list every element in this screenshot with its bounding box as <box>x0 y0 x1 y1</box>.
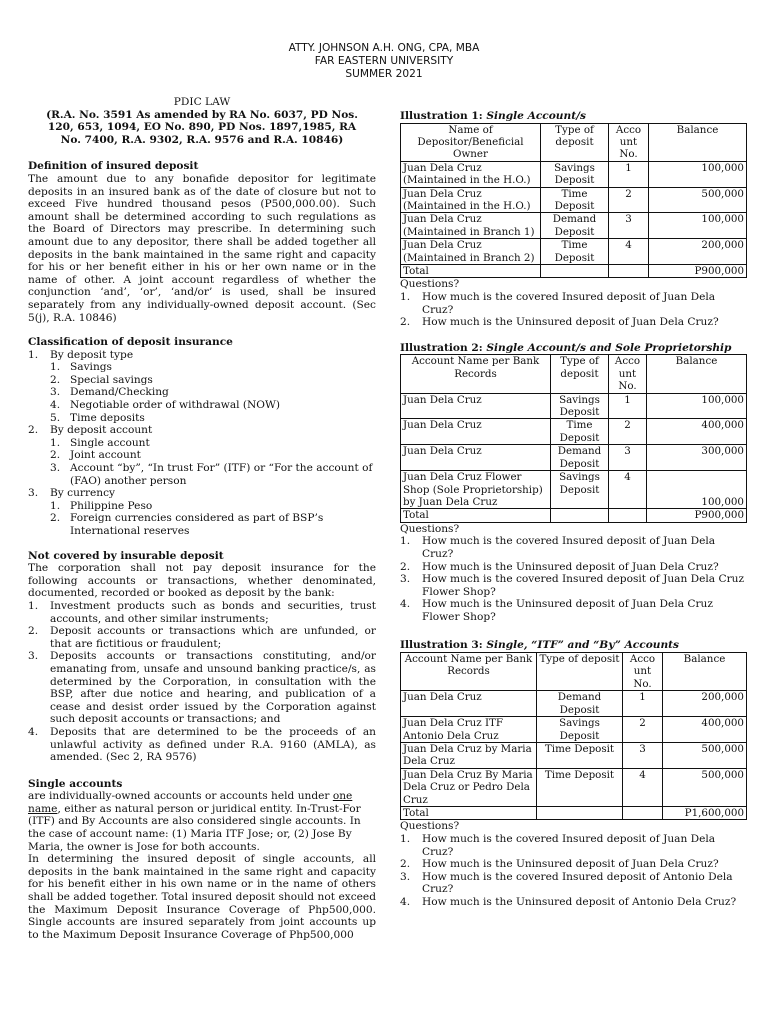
table-cell-empty <box>609 265 649 278</box>
question-item <box>400 896 746 909</box>
table-cell: Savings Deposit <box>551 393 609 419</box>
table-cell: 4 <box>609 471 647 509</box>
illustration-1-table <box>400 123 747 279</box>
classification-subitem <box>28 386 376 399</box>
table-cell: 100,000 <box>649 161 747 187</box>
classification-item <box>28 487 376 500</box>
table-cell: 200,000 <box>663 691 747 717</box>
table-cell: Demand Deposit <box>551 445 609 471</box>
single-text-a: are individually-owned accounts or accounts held under <box>28 790 333 803</box>
question-number: 1. <box>400 291 411 304</box>
question-item <box>400 316 746 329</box>
not-covered-heading: Not covered by insurable deposit <box>28 549 224 562</box>
not-covered-list <box>28 600 376 764</box>
item-label: By currency <box>50 487 116 500</box>
table-cell: 400,000 <box>647 419 747 445</box>
table-cell-empty <box>541 265 609 278</box>
classification-subitem <box>28 512 376 537</box>
question-item <box>400 535 746 560</box>
item-number: 3. <box>28 650 39 663</box>
question-number: 2. <box>400 316 411 329</box>
single-accounts-heading: Single accounts <box>28 777 123 790</box>
table-row <box>401 239 747 265</box>
table-cell: 100,000 <box>647 471 747 509</box>
question-item <box>400 598 746 623</box>
subitem-label: Foreign currencies considered as part of BSP’s International reserves <box>70 512 324 537</box>
left-column <box>28 96 376 941</box>
law-title: PDIC LAW <box>173 96 231 108</box>
item-label: Deposit accounts or transactions which are unfunded, or that are fictitious or fraudulent; <box>50 625 376 650</box>
subitem-label: Time deposits <box>70 411 145 424</box>
single-text-c: , either as natural person or juridical entity. In-Trust-For (ITF) and By Accounts are also considered single accounts. In the case of account name: (1) Maria ITF Jose; or, (2) Jose By Maria, the owner is Jose for both accounts. <box>28 802 361 853</box>
table-cell: 100,000 <box>647 393 747 419</box>
table-row <box>401 471 747 509</box>
single-accounts-text <box>28 790 376 853</box>
total-row <box>401 509 747 522</box>
table-cell: 500,000 <box>663 742 747 768</box>
table-cell: 2 <box>609 419 647 445</box>
subitem-label: Savings <box>70 361 112 374</box>
table-row <box>401 768 747 806</box>
table-cell-empty <box>609 509 647 522</box>
table-cell: 300,000 <box>647 445 747 471</box>
total-label: Total <box>401 806 537 819</box>
table-row <box>401 393 747 419</box>
table-cell: Demand Deposit <box>541 213 609 239</box>
item-number: 2. <box>28 424 39 437</box>
right-column <box>400 110 746 909</box>
table-cell: Savings Deposit <box>537 717 623 743</box>
single-accounts-text-2: In determining the insured deposit of single accounts, all deposits in the bank maintained in the same right and capacity for his benefit either in his own name or in the name of others shall be added together. Total insured deposit should not exceed the Maximum Deposit Insurance Coverage of Php500,000. Single accounts are insured separately from joint accounts up to the Maximum Deposit Insurance Coverage of Php500,000 <box>28 853 376 941</box>
classification-subitem <box>28 374 376 387</box>
table-cell-empty <box>551 509 609 522</box>
question-item <box>400 858 746 871</box>
not-covered-item <box>28 600 376 625</box>
question-text: How much is the covered Insured deposit of Juan Dela Cruz? <box>422 832 716 858</box>
illustration-3-table <box>400 652 747 820</box>
question-number: 1. <box>400 535 411 548</box>
column-header: Balance <box>649 123 747 161</box>
table-cell-empty <box>623 806 663 819</box>
question-text: How much is the Uninsured deposit of Juan Dela Cruz? <box>422 858 719 871</box>
subitem-number: 3. <box>50 462 61 475</box>
total-label: Total <box>401 509 551 522</box>
illustration-2-table <box>400 354 747 522</box>
illustration-3-heading <box>400 639 746 652</box>
table-cell: 3 <box>609 213 649 239</box>
illustration-1-title: Single Account/s <box>486 110 586 122</box>
question-number: 2. <box>400 560 411 573</box>
subitem-number: 2. <box>50 449 61 462</box>
not-covered-item <box>28 650 376 726</box>
table-cell: 3 <box>609 445 647 471</box>
table-cell: Time Deposit <box>537 768 623 806</box>
not-covered-item <box>28 726 376 764</box>
classification-subitem <box>28 361 376 374</box>
classification-subitem <box>28 449 376 462</box>
subitem-number: 4. <box>50 399 61 412</box>
table-row <box>401 161 747 187</box>
subitem-number: 1. <box>50 499 61 512</box>
column-header: Acco unt No. <box>609 123 649 161</box>
table-cell: Juan Dela Cruz <box>401 393 551 419</box>
column-header: Acco unt No. <box>609 355 647 393</box>
question-number: 3. <box>400 870 411 883</box>
illustration-2-questions-label: Questions? <box>400 522 460 535</box>
classification-subitem <box>28 500 376 513</box>
item-label: Investment products such as bonds and securities, trust accounts, and other similar instruments; <box>50 599 376 625</box>
question-text: How much is the covered Insured deposit of Antonio Dela Cruz? <box>422 870 733 896</box>
table-row <box>401 742 747 768</box>
subitem-number: 3. <box>50 386 61 399</box>
total-value: P1,600,000 <box>663 806 747 819</box>
illustration-1-heading <box>400 110 746 123</box>
table-cell: 2 <box>609 187 649 213</box>
illustration-1-label: Illustration 1: <box>400 110 483 122</box>
subitem-number: 2. <box>50 373 61 386</box>
single-text-underline: one name <box>28 790 353 815</box>
term-line: SUMMER 2021 <box>345 68 423 80</box>
subitem-number: 1. <box>50 361 61 374</box>
table-cell: Juan Dela Cruz (Maintained in Branch 2) <box>401 239 541 265</box>
table-cell: 2 <box>623 717 663 743</box>
author-line: ATTY. JOHNSON A.H. ONG, CPA, MBA <box>288 42 480 54</box>
table-cell: 1 <box>623 691 663 717</box>
table-row <box>401 213 747 239</box>
illustration-2-title: Single Account/s and Sole Proprietorship <box>486 341 732 354</box>
illustration-3-questions-label: Questions? <box>400 820 460 833</box>
not-covered-item <box>28 625 376 650</box>
total-row <box>401 265 747 278</box>
column-header: Acco unt No. <box>623 653 663 691</box>
law-subtitle: (R.A. No. 3591 As amended by RA No. 6037, PD Nos. 120, 653, 1094, EO No. 890, PD Nos. 1897,1985, RA No. 7400, R.A. 9302, R.A. 9576 and R.A. 10846) <box>46 108 358 146</box>
column-header: Account Name per Bank Records <box>401 355 551 393</box>
illustration-2-label: Illustration 2: <box>400 341 483 354</box>
illustration-3-label: Illustration 3: <box>400 639 483 652</box>
item-number: 2. <box>28 625 39 638</box>
table-cell: Juan Dela Cruz by Maria Dela Cruz <box>401 742 537 768</box>
table-cell: 4 <box>623 768 663 806</box>
table-row <box>401 717 747 743</box>
total-row <box>401 806 747 819</box>
table-cell: Juan Dela Cruz <box>401 419 551 445</box>
illustration-3-title: Single, “ITF” and “By” Accounts <box>486 639 680 652</box>
item-label: Deposits that are determined to be the proceeds of an unlawful activity as defined under R.A. 9160 (AMLA), as amended. (Sec 2, RA 9576) <box>50 725 376 764</box>
table-cell: 3 <box>623 742 663 768</box>
column-header: Account Name per Bank Records <box>401 653 537 691</box>
subitem-number: 2. <box>50 512 61 525</box>
question-number: 4. <box>400 598 411 611</box>
question-item <box>400 291 746 316</box>
subitem-label: Account “by”, “In trust For” (ITF) or “For the account of (FAO) another person <box>70 462 373 487</box>
table-cell: Demand Deposit <box>537 691 623 717</box>
table-row <box>401 445 747 471</box>
table-cell: Juan Dela Cruz <box>401 445 551 471</box>
definition-text: The amount due to any bonafide depositor for legitimate deposits in an insured bank as of the date of closure but not to exceed Five hundred thousand pesos (P500,000.00). Such amount shall be determined according to such regulations as the Board of Directors may prescribe. In determining such amount due to any depositor, there shall be added together all deposits in the bank maintained in the same right and capacity for his or her benefit either in his or her own name or in the name of other. A joint account regardless of whether the conjunction ‘and’, ‘or’, ‘and/or’ is used, shall be insured separately from any individually-owned deposit account. (Sec 5(j), R.A. 10846) <box>28 172 376 324</box>
question-text: How much is the Uninsured deposit of Juan Dela Cruz? <box>422 316 719 329</box>
classification-subitem <box>28 399 376 412</box>
subitem-number: 1. <box>50 436 61 449</box>
table-cell: Savings Deposit <box>541 161 609 187</box>
question-number: 2. <box>400 858 411 871</box>
table-cell: 1 <box>609 161 649 187</box>
university-line: FAR EASTERN UNIVERSITY <box>314 55 454 67</box>
question-item <box>400 573 746 598</box>
question-text: How much is the Uninsured deposit of Juan Dela Cruz? <box>422 560 719 573</box>
subitem-label: Single account <box>70 436 150 449</box>
table-row <box>401 187 747 213</box>
subitem-label: Special savings <box>70 373 153 386</box>
subitem-label: Demand/Checking <box>70 386 169 399</box>
question-text: How much is the Uninsured deposit of Antonio Dela Cruz? <box>422 895 737 908</box>
question-text: How much is the Uninsured deposit of Juan Dela Cruz Flower Shop? <box>422 598 713 623</box>
question-item <box>400 561 746 574</box>
subitem-label: Philippine Peso <box>70 499 153 512</box>
item-label: By deposit type <box>50 348 134 361</box>
question-number: 3. <box>400 573 411 586</box>
table-cell: 400,000 <box>663 717 747 743</box>
total-label: Total <box>401 265 541 278</box>
question-text: How much is the covered Insured deposit of Juan Dela Cruz? <box>422 291 716 316</box>
question-item <box>400 871 746 896</box>
item-number: 3. <box>28 487 39 500</box>
table-cell: Time Deposit <box>537 742 623 768</box>
table-cell-empty <box>537 806 623 819</box>
illustration-2-heading <box>400 342 746 355</box>
column-header: Balance <box>663 653 747 691</box>
table-cell: 1 <box>609 393 647 419</box>
classification-subitem <box>28 462 376 487</box>
total-value: P900,000 <box>649 265 747 278</box>
item-label: By deposit account <box>50 424 153 437</box>
classification-item <box>28 349 376 362</box>
classification-subitem <box>28 437 376 450</box>
classification-list <box>28 349 376 538</box>
column-header: Type of deposit <box>541 123 609 161</box>
illustration-3-questions <box>400 833 746 909</box>
item-number: 1. <box>28 599 39 612</box>
classification-heading: Classification of deposit insurance <box>28 336 233 349</box>
table-cell: Time Deposit <box>551 419 609 445</box>
table-cell: Juan Dela Cruz (Maintained in the H.O.) <box>401 187 541 213</box>
item-number: 1. <box>28 348 39 361</box>
question-text: How much is the covered Insured deposit of Juan Dela Cruz Flower Shop? <box>422 573 745 598</box>
item-label: Deposits accounts or transactions constituting, and/or emanating from, unsafe and unsound banking practice/s, as determined by the Corporation, in consultation with the BSP, after due notice and hearing, and publication of a cease and desist order issued by the Corporation against such deposit accounts or transactions; and <box>50 650 376 726</box>
definition-heading: Definition of insured deposit <box>28 160 199 173</box>
illustration-2-questions <box>400 535 746 623</box>
total-value: P900,000 <box>647 509 747 522</box>
table-cell: Juan Dela Cruz <box>401 691 537 717</box>
question-number: 4. <box>400 895 411 908</box>
table-cell: Juan Dela Cruz By Maria Dela Cruz or Pedro Dela Cruz <box>401 768 537 806</box>
table-cell: 500,000 <box>649 187 747 213</box>
table-cell: Juan Dela Cruz Flower Shop (Sole Proprietorship) by Juan Dela Cruz <box>401 471 551 509</box>
table-cell: Savings Deposit <box>551 471 609 509</box>
table-row <box>401 691 747 717</box>
question-text: How much is the covered Insured deposit of Juan Dela Cruz? <box>422 535 716 560</box>
table-cell: Time Deposit <box>541 239 609 265</box>
table-cell: 200,000 <box>649 239 747 265</box>
table-cell: 4 <box>609 239 649 265</box>
table-row <box>401 419 747 445</box>
illustration-1-questions <box>400 291 746 329</box>
document-header <box>0 42 768 81</box>
column-header: Name of Depositor/Beneficial Owner <box>401 123 541 161</box>
question-item <box>400 833 746 858</box>
classification-item <box>28 424 376 437</box>
classification-subitem <box>28 412 376 425</box>
table-cell: Time Deposit <box>541 187 609 213</box>
illustration-1-questions-label: Questions? <box>400 278 460 291</box>
subitem-number: 5. <box>50 411 61 424</box>
table-cell: 100,000 <box>649 213 747 239</box>
item-number: 4. <box>28 725 39 738</box>
table-cell: 500,000 <box>663 768 747 806</box>
column-header: Balance <box>647 355 747 393</box>
subitem-label: Joint account <box>70 449 141 462</box>
table-cell: Juan Dela Cruz (Maintained in the H.O.) <box>401 161 541 187</box>
column-header: Type of deposit <box>537 653 623 691</box>
question-number: 1. <box>400 832 411 845</box>
column-header: Type of deposit <box>551 355 609 393</box>
table-cell: Juan Dela Cruz ITF Antonio Dela Cruz <box>401 717 537 743</box>
table-cell: Juan Dela Cruz (Maintained in Branch 1) <box>401 213 541 239</box>
not-covered-intro: The corporation shall not pay deposit insurance for the following accounts or transactions, whether denominated, documented, recorded or booked as deposit by the bank: <box>28 562 376 600</box>
subitem-label: Negotiable order of withdrawal (NOW) <box>70 399 281 412</box>
